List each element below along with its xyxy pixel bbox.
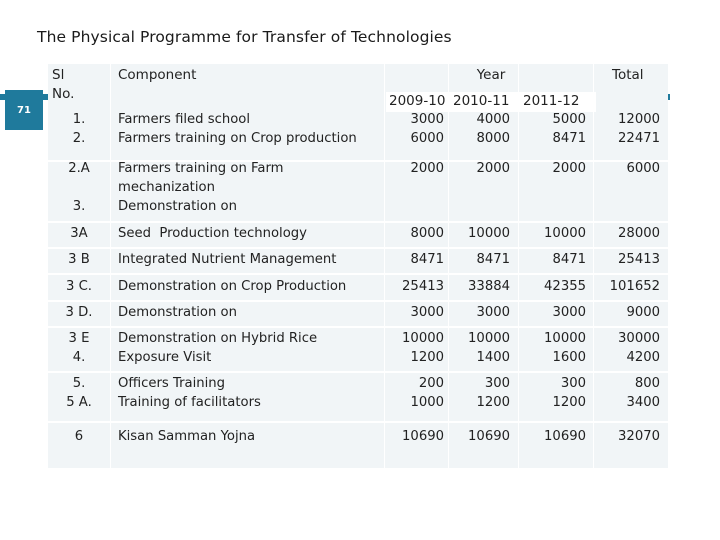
row-2011-12: 8471 bbox=[552, 252, 586, 267]
row-total: 28000 bbox=[618, 226, 660, 241]
row-divider bbox=[48, 326, 668, 328]
row-2009-10: 25413 bbox=[402, 279, 444, 294]
row-divider bbox=[48, 371, 668, 373]
row-component: Farmers filed school Farmers training on Crop production bbox=[118, 112, 357, 146]
row-sl: 5. 5 A. bbox=[66, 376, 92, 410]
row-2011-12: 300 1200 bbox=[552, 376, 586, 410]
row-2011-12: 10000 bbox=[544, 226, 586, 241]
row-2010-11: 10000 1400 bbox=[468, 331, 510, 365]
row-sl: 1. 2. bbox=[72, 112, 86, 146]
row-2011-12: 5000 8471 bbox=[552, 112, 586, 146]
row-total: 25413 bbox=[618, 252, 660, 267]
row-total: 32070 bbox=[618, 429, 660, 444]
column-divider bbox=[110, 64, 111, 468]
row-divider bbox=[48, 247, 668, 249]
row-component: Integrated Nutrient Management bbox=[118, 252, 337, 267]
row-divider bbox=[48, 300, 668, 302]
row-2009-10: 3000 bbox=[410, 305, 444, 320]
row-2009-10: 8471 bbox=[410, 252, 444, 267]
row-2011-12: 2000 bbox=[552, 161, 586, 176]
sl-no-header: Sl No. bbox=[52, 67, 75, 102]
row-divider bbox=[48, 421, 668, 423]
row-2010-11: 10000 bbox=[468, 226, 510, 241]
row-total: 9000 bbox=[626, 305, 660, 320]
row-divider bbox=[48, 221, 668, 223]
total-header: Total bbox=[612, 67, 644, 83]
slide-number: 71 bbox=[5, 90, 43, 130]
row-sl: 3 D. bbox=[65, 305, 93, 320]
row-2010-11: 4000 8000 bbox=[476, 112, 510, 146]
row-2010-11: 33884 bbox=[468, 279, 510, 294]
row-2011-12: 3000 bbox=[552, 305, 586, 320]
row-2010-11: 10690 bbox=[468, 429, 510, 444]
row-sl: 2.A 3. bbox=[68, 161, 90, 214]
row-total: 6000 bbox=[626, 161, 660, 176]
row-2009-10: 10000 1200 bbox=[402, 331, 444, 365]
row-2009-10: 3000 6000 bbox=[410, 112, 444, 146]
year-2011-12: 2011-12 bbox=[523, 93, 580, 109]
row-2009-10: 8000 bbox=[410, 226, 444, 241]
row-2010-11: 3000 bbox=[476, 305, 510, 320]
row-total: 800 3400 bbox=[626, 376, 660, 410]
row-sl: 3 B bbox=[68, 252, 90, 267]
row-2010-11: 300 1200 bbox=[476, 376, 510, 410]
row-total: 12000 22471 bbox=[618, 112, 660, 146]
component-header: Component bbox=[118, 67, 197, 83]
row-component: Kisan Samman Yojna bbox=[118, 429, 256, 444]
row-component: Officers Training Training of facilitators bbox=[118, 376, 261, 410]
row-2010-11: 2000 bbox=[476, 161, 510, 176]
row-component: Demonstration on Hybrid Rice Exposure Visit bbox=[118, 331, 318, 365]
row-total: 30000 4200 bbox=[618, 331, 660, 365]
row-2009-10: 10690 bbox=[402, 429, 444, 444]
year-2009-10: 2009-10 bbox=[389, 93, 446, 109]
row-2011-12: 10690 bbox=[544, 429, 586, 444]
row-total: 101652 bbox=[609, 279, 660, 294]
row-divider bbox=[48, 273, 668, 275]
row-2009-10: 2000 bbox=[410, 161, 444, 176]
row-sl: 3A bbox=[70, 226, 88, 241]
row-component: Seed Production technology bbox=[118, 226, 307, 241]
row-component: Demonstration on Crop Production bbox=[118, 279, 347, 294]
row-component: Farmers training on Farm mechanization Demonstration on bbox=[118, 161, 284, 214]
year-2010-11: 2010-11 bbox=[453, 93, 510, 109]
row-sl: 6 bbox=[74, 429, 84, 444]
row-2009-10: 200 1000 bbox=[410, 376, 444, 410]
row-component: Demonstration on bbox=[118, 305, 237, 320]
row-2010-11: 8471 bbox=[476, 252, 510, 267]
row-2011-12: 10000 1600 bbox=[544, 331, 586, 365]
row-sl: 3 C. bbox=[66, 279, 92, 294]
year-header: Year bbox=[476, 67, 506, 83]
programme-table bbox=[48, 64, 668, 468]
row-sl: 3 E 4. bbox=[68, 331, 90, 365]
slide-title: The Physical Programme for Transfer of Technologies bbox=[37, 28, 452, 46]
row-2011-12: 42355 bbox=[544, 279, 586, 294]
